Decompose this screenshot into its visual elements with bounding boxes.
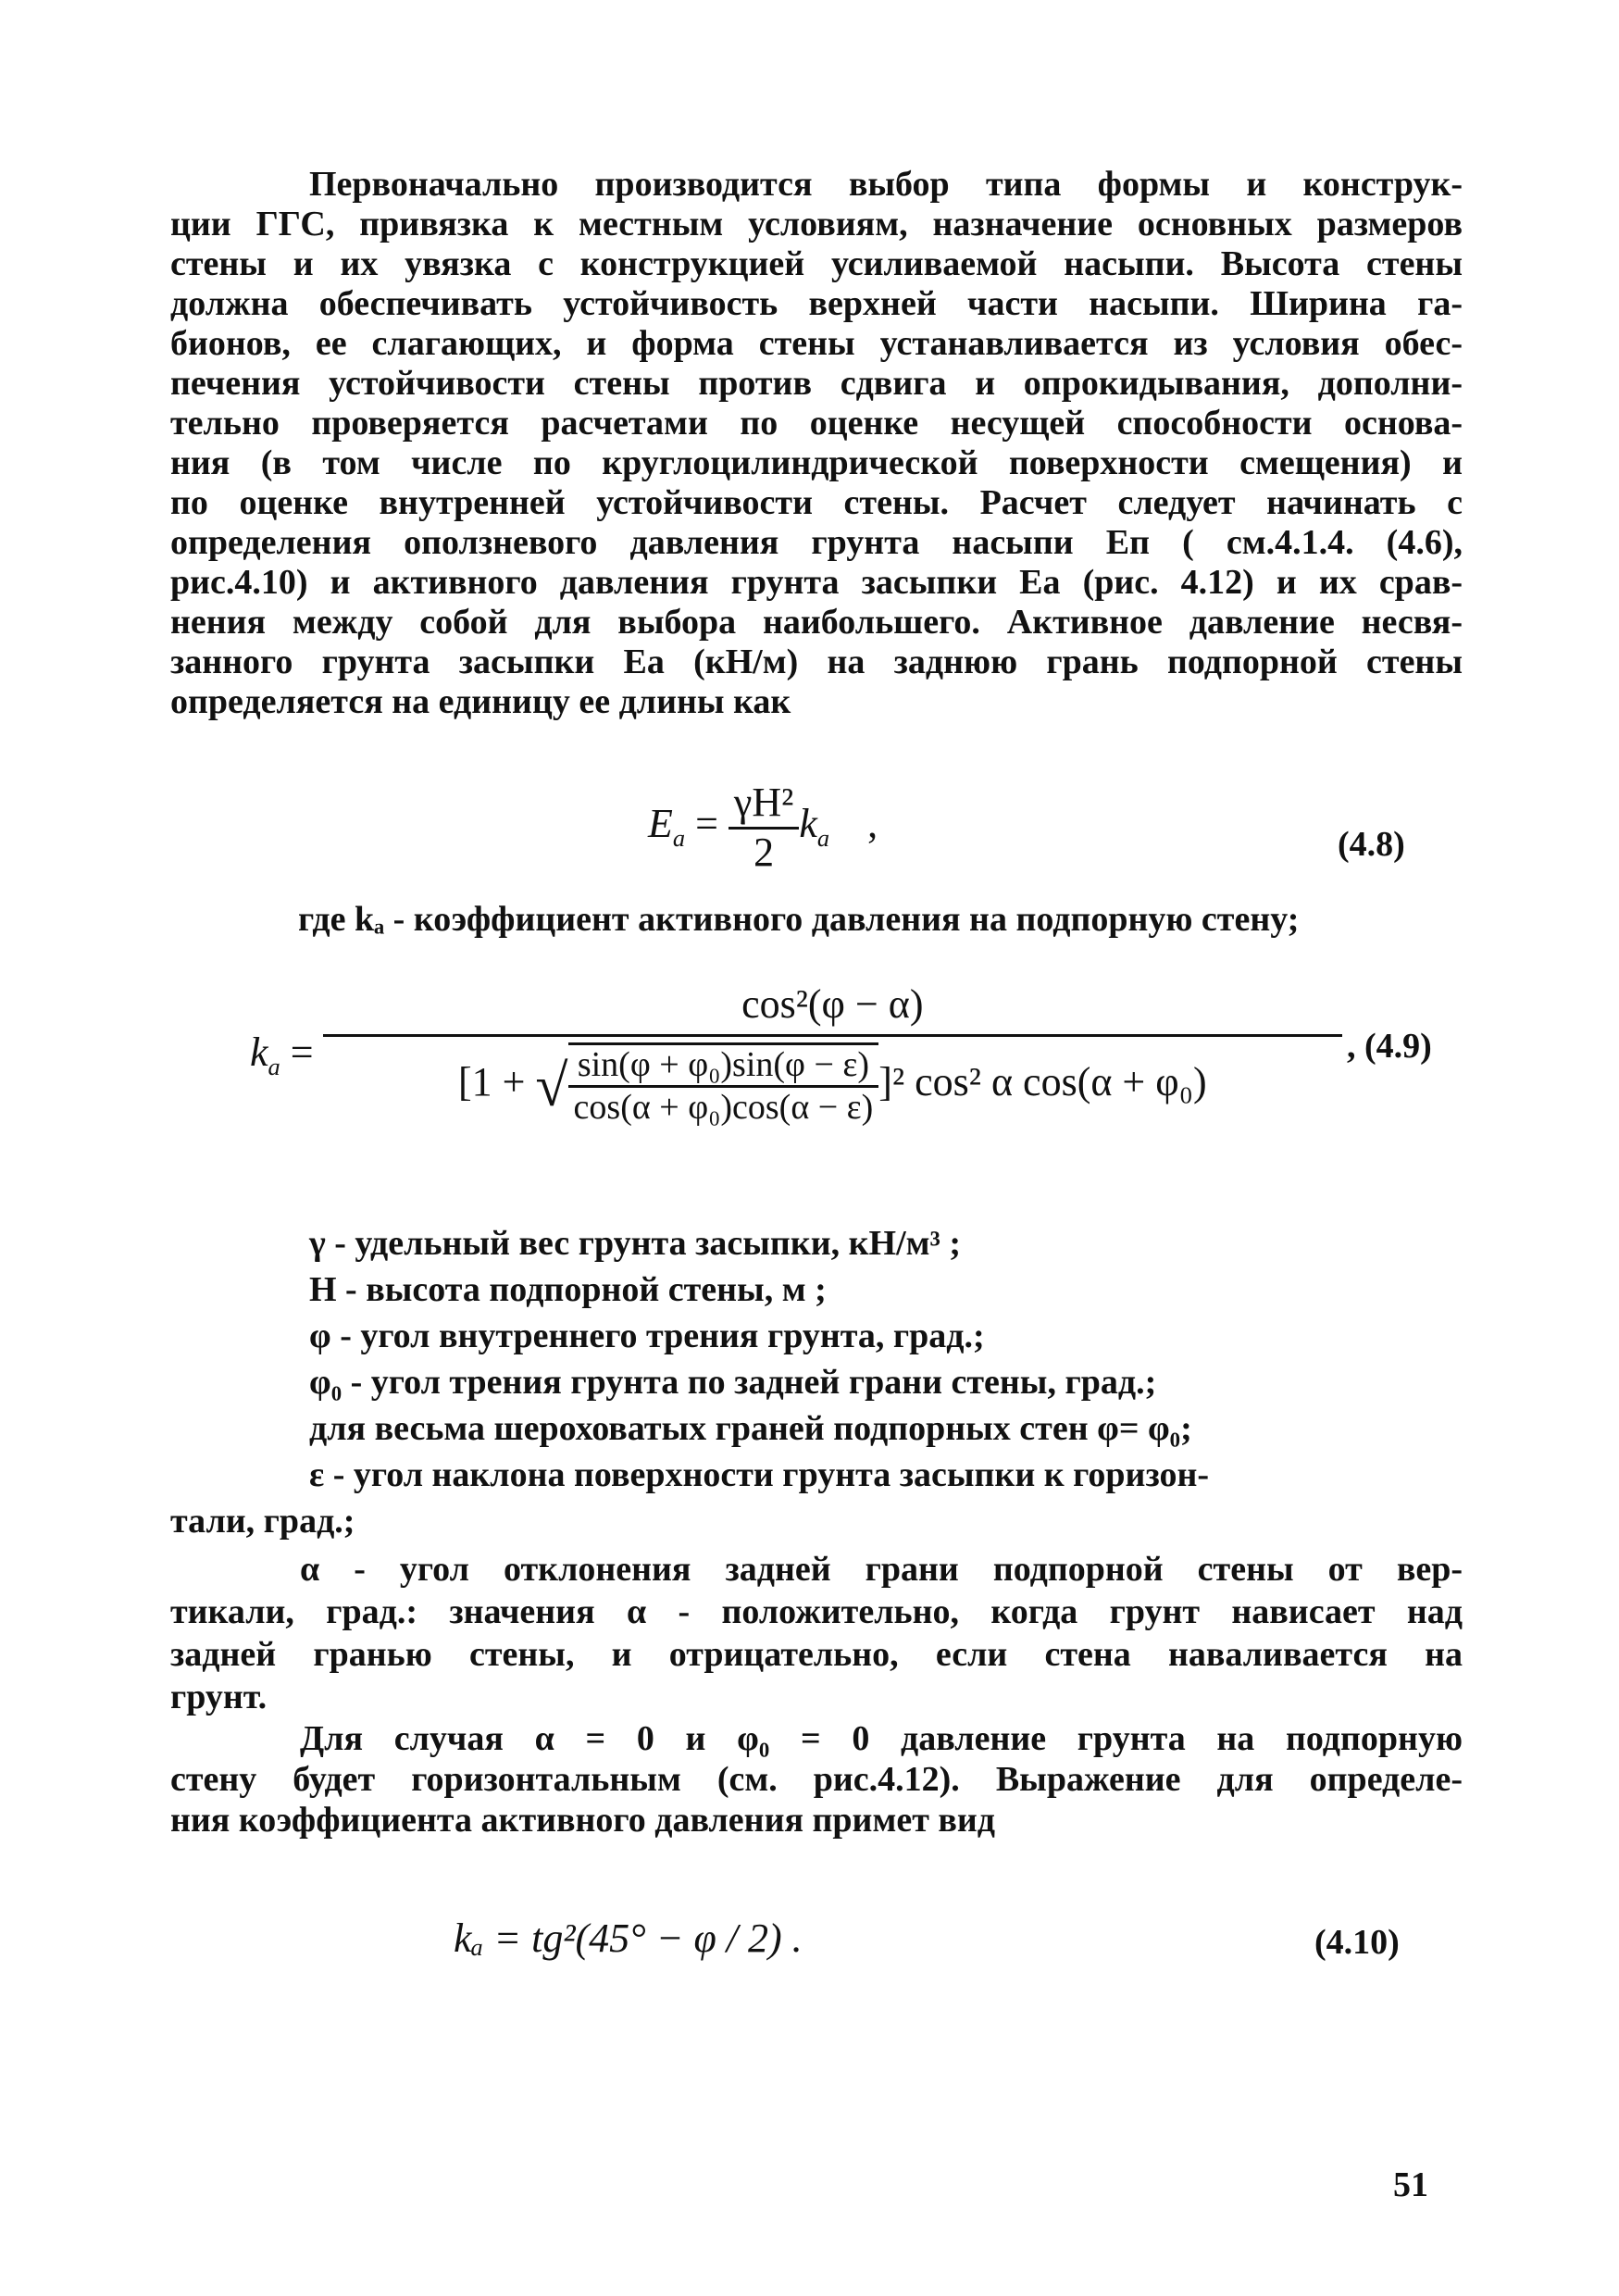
equation-number: , (4.9) bbox=[1347, 1027, 1432, 1066]
text-line: стену будет горизонтальным (см. рис.4.12). Выражение для определе- bbox=[170, 1760, 1463, 1799]
definition-line: для весьма шероховатых граней подпорных стен φ= φ₀; bbox=[309, 1409, 1192, 1448]
text-line: определяется на единицу ее длины как bbox=[170, 682, 791, 721]
eq-symbol: k bbox=[799, 801, 817, 847]
text-line: грунт. bbox=[170, 1678, 268, 1716]
text-line: Для случая α = 0 и φ₀ = 0 давление грунта на подпорную bbox=[300, 1719, 1463, 1758]
definition-line: φ₀ - угол трения грунта по задней грани стены, град.; bbox=[309, 1363, 1157, 1402]
eq-tail: , bbox=[867, 801, 878, 847]
eq-bracket-open: [1 + bbox=[457, 1058, 526, 1104]
eq-subscript: a bbox=[816, 823, 830, 852]
text-line: α - угол отклонения задней грани подпорной стены от вер- bbox=[300, 1550, 1463, 1589]
text-line: ния коэффициента активного давления примет вид bbox=[170, 1801, 995, 1840]
definition-line: тали, град.; bbox=[170, 1502, 355, 1541]
text-line: задней гранью стены, и отрицательно, если стена наваливается на bbox=[170, 1635, 1463, 1674]
equation-4-9: $k_a$ = cos²(φ − α) [1 + √ $\frac{\text{sin(φ + φ₀)sin(φ − ε)}}{\text{cos(α + φ₀)cos(α − ε)}}$ ]² cos² α cos(α + φ₀) bbox=[250, 981, 1342, 1129]
eq-inner-numerator: sin(φ + φ₀)sin(φ − ε) bbox=[568, 1045, 879, 1089]
paragraph-alpha bbox=[170, 1548, 1463, 1718]
definition-line: ε - угол наклона поверхности грунта засыпки к горизон- bbox=[309, 1455, 1210, 1494]
eq-fraction bbox=[729, 780, 799, 876]
eq-subscript: a bbox=[672, 823, 686, 852]
equation-number: (4.10) bbox=[1314, 1923, 1400, 1962]
eq-numerator: cos²(φ − α) bbox=[323, 981, 1342, 1037]
definition-line: φ - угол внутреннего трения грунта, град.; bbox=[309, 1316, 985, 1355]
eq-inner-denominator: cos(α + φ₀)cos(α − ε) bbox=[573, 1088, 874, 1128]
text-line: должна обеспечивать устойчивость верхней части насыпи. Ширина га- bbox=[170, 284, 1463, 323]
text-line: по оценке внутренней устойчивости стены. Расчет следует начинать с bbox=[170, 483, 1463, 522]
eq-bracket-close: ]² bbox=[878, 1058, 905, 1104]
eq-denominator: 2 bbox=[753, 829, 775, 875]
text-line: ния (в том числе по круглоцилиндрической поверхности смещения) и bbox=[170, 443, 1463, 482]
definition-line: γ - удельный вес грунта засыпки, кН/м³ ; bbox=[309, 1224, 962, 1263]
page-number: 51 bbox=[1393, 2165, 1428, 2204]
text-line: рис.4.10) и активного давления грунта засыпки Ea (рис. 4.12) и их срав- bbox=[170, 563, 1463, 602]
text-line: определения оползневого давления грунта насыпи Eп ( см.4.1.4. (4.6), bbox=[170, 523, 1463, 562]
text-line: где kₐ - коэффициент активного давления на подпорную стену; bbox=[298, 900, 1300, 939]
eq-fraction bbox=[323, 981, 1342, 1129]
text-line: тикали, град.: значения α - положительно, когда грунт нависает над bbox=[170, 1592, 1463, 1631]
eq-subscript: a bbox=[268, 1052, 280, 1080]
text-line: Первоначально производится выбор типа формы и конструк- bbox=[309, 165, 1463, 204]
paragraph-case bbox=[170, 1718, 1463, 1841]
definition-line: H - высота подпорной стены, м ; bbox=[309, 1270, 827, 1309]
where-line bbox=[298, 900, 1463, 940]
eq-symbol: E bbox=[648, 801, 673, 847]
text-line: бионов, ее слагающих, и форма стены устанавливается из условия обес- bbox=[170, 324, 1463, 363]
eq-numerator: γH² bbox=[729, 780, 799, 830]
sqrt-symbol: √ bbox=[535, 1052, 568, 1118]
eq-symbol: k bbox=[250, 1029, 268, 1076]
eq-denominator-group bbox=[323, 1037, 1342, 1129]
eq-denominator-tail: cos² α cos(α + φ₀) bbox=[915, 1058, 1207, 1104]
text-line: занного грунта засыпки Ea (кН/м) на заднюю грань подпорной стены bbox=[170, 643, 1463, 681]
eq-equals: = bbox=[695, 801, 729, 847]
text-line: стены и их увязка с конструкцией усиливаемой насыпи. Высота стены bbox=[170, 244, 1463, 283]
equation-number: (4.8) bbox=[1338, 825, 1405, 864]
text-line: ции ГГС, привязка к местным условиям, назначение основных размеров bbox=[170, 205, 1463, 243]
text-line: печения устойчивости стены против сдвига и опрокидывания, дополни- bbox=[170, 364, 1463, 403]
paragraph-intro bbox=[170, 165, 1463, 722]
symbol-definitions bbox=[170, 1220, 1463, 1544]
text-line: нения между собой для выбора наибольшего. Активное давление несвя- bbox=[170, 603, 1463, 642]
eq-inner-fraction bbox=[568, 1042, 879, 1129]
equation-4-10: kₐ = tg²(45° − φ / 2) . bbox=[454, 1915, 803, 1961]
text-line: тельно проверяется расчетами по оценке несущей способности основа- bbox=[170, 404, 1463, 443]
equation-4-8 bbox=[648, 780, 878, 876]
